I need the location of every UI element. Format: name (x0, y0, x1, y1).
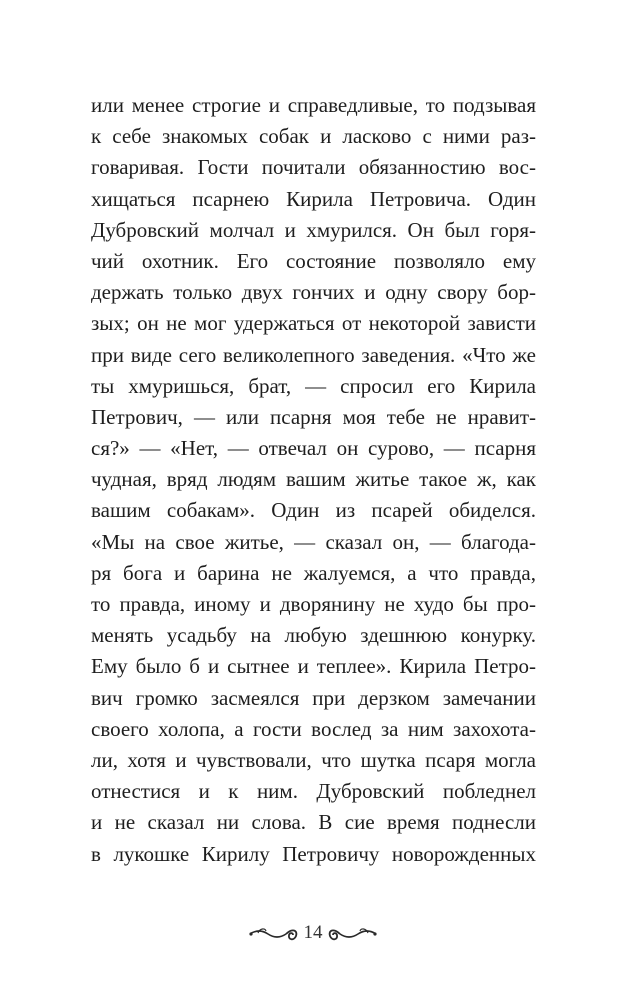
text-line: к себе знакомых собак и ласково с ними раз- (91, 124, 536, 149)
text-line: ря бога и барина не жалуемся, а что правда, (91, 560, 536, 585)
text-line: Ему было б и сытнее и теплее». Кирила Петро- (91, 654, 536, 679)
flourish-right-icon (318, 922, 378, 944)
text-line: чий охотник. Его состояние позволяло ему (91, 248, 536, 273)
text-line: менять усадьбу на любую здешнюю конурку. (91, 623, 536, 648)
text-line: или менее строгие и справедливые, то подзывая (91, 93, 536, 117)
text-line: отнестися и к ним. Дубровский побледнел (91, 779, 536, 804)
text-line: хищаться псарнею Кирила Петровича. Один (91, 186, 536, 211)
text-line: своего холопа, а гости вослед за ним захохота- (91, 716, 536, 741)
text-line: держать только двух гончих и одну свору бор- (91, 280, 536, 305)
text-line: зых; он не мог удержаться от некоторой зависти (91, 311, 536, 336)
text-line: говаривая. Гости почитали обязанностию вос- (91, 155, 536, 180)
text-line: ся?» — «Нет, — отвечал он сурово, — псарня (91, 436, 536, 461)
flourish-left-icon (248, 922, 300, 944)
text-line: то правда, иному и дворянину не худо бы про- (91, 592, 536, 616)
text-line: ты хмуришься, брат, — спросил его Кирила (91, 373, 536, 398)
text-line: при виде сего великолепного заведения. «Что же (91, 342, 536, 367)
page-number: 14 (303, 922, 323, 943)
body-text (91, 90, 536, 870)
text-line: «Мы на свое житье, — сказал он, — благода- (91, 529, 536, 554)
text-line: вич громко засмеялся при дерзком замечании (91, 685, 536, 710)
text-line: и не сказал ни слова. В сие время поднесли (91, 810, 536, 835)
text-line: в лукошке Кирилу Петровичу новорожденных (91, 841, 536, 866)
text-line: ли, хотя и чувствовали, что шутка псаря могла (91, 747, 536, 772)
text-line: Петрович, — или псарня моя тебе не нравит- (91, 404, 536, 429)
text-line: чудная, вряд людям вашим житье такое ж, как (91, 467, 536, 492)
text-line: Дубровский молчал и хмурился. Он был горя- (91, 217, 536, 242)
text-line: вашим собакам». Один из псарей обиделся. (91, 498, 536, 523)
page-footer (0, 920, 625, 950)
